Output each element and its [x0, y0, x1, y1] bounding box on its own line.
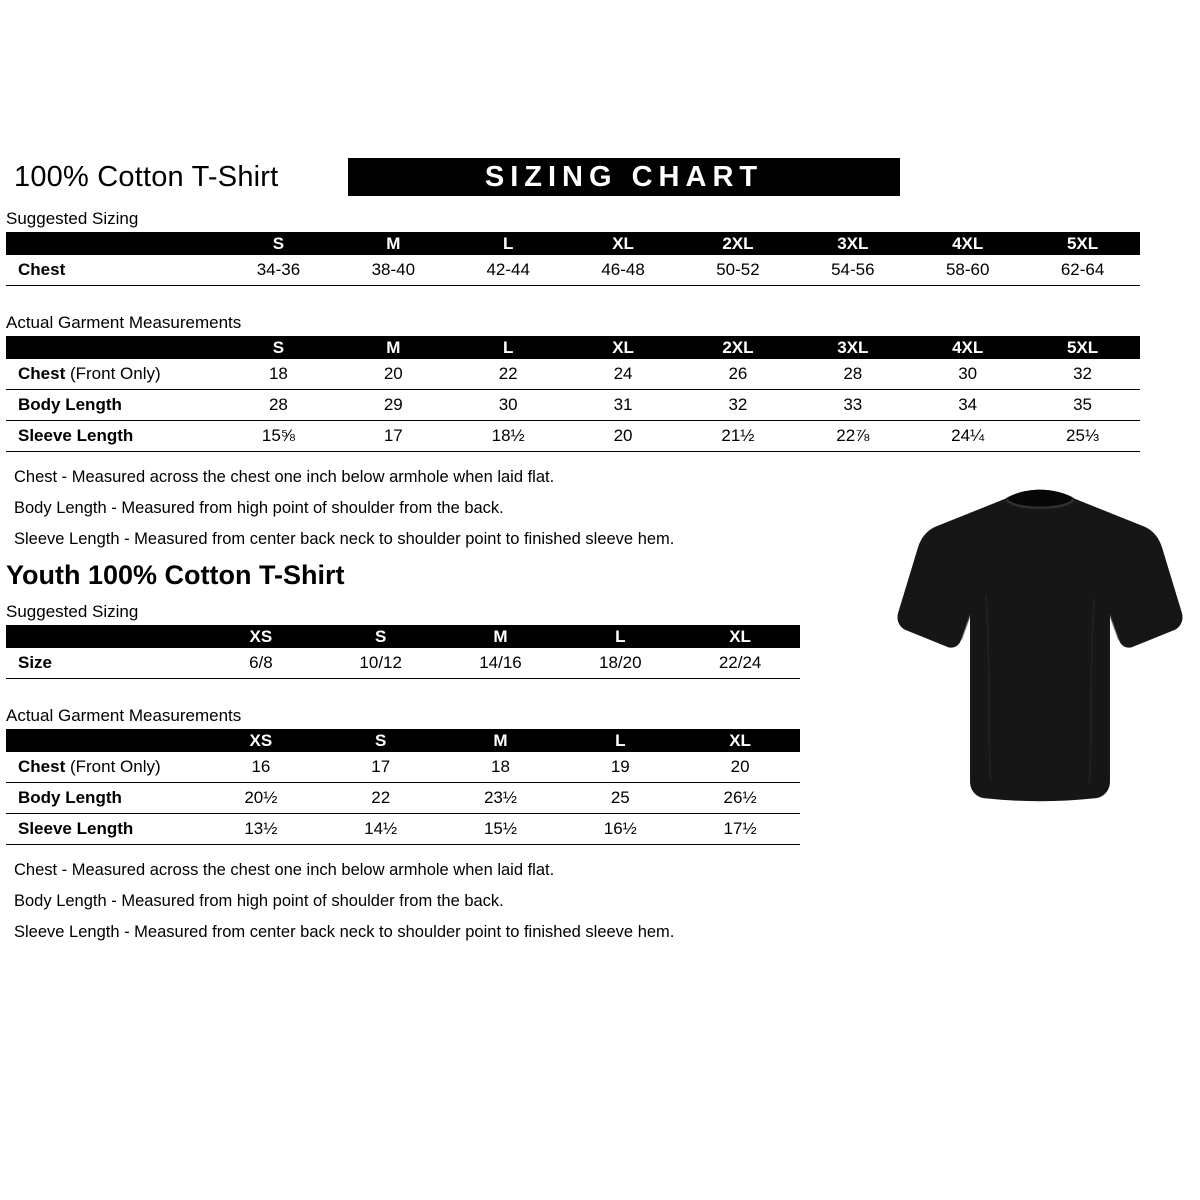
measurement-value: 21½	[721, 426, 755, 445]
measurement-value: 30	[498, 395, 518, 414]
measurement-value: 29	[383, 395, 403, 414]
size-column-header: S	[272, 233, 285, 253]
measurement-value: 24¼	[951, 426, 985, 445]
measurement-value: 20	[730, 757, 750, 776]
measurement-value: 25⅓	[1066, 426, 1100, 445]
youth-suggested-sizing-label: Suggested Sizing	[6, 602, 139, 621]
size-column-header: M	[386, 233, 401, 253]
measurement-value: 17	[383, 426, 403, 445]
measurement-value: 14/16	[479, 653, 522, 672]
adult-section-title: 100% Cotton T-Shirt	[14, 160, 279, 193]
row-label: Body Length	[18, 395, 122, 414]
size-column-header: 3XL	[837, 233, 869, 253]
adult-suggested-sizing-table	[6, 232, 1140, 286]
measurement-value: 38-40	[371, 260, 416, 279]
measurement-value: 19	[610, 757, 630, 776]
measurement-value: 54-56	[831, 260, 875, 279]
measurement-row	[6, 783, 800, 814]
measurement-value: 26½	[723, 788, 757, 807]
youth-measurement-notes	[14, 860, 1146, 942]
measurement-value: 18½	[491, 426, 525, 445]
tshirt-product-image	[892, 476, 1188, 816]
measurement-value: 26	[728, 364, 748, 383]
measurement-value: 35	[1073, 395, 1093, 414]
size-column-header: XL	[729, 626, 751, 646]
measurement-value: 17½	[723, 819, 757, 838]
measurement-value: 18/20	[599, 653, 642, 672]
sleeve-length-note: Sleeve Length - Measured from center back neck to shoulder point to finished sleeve hem.	[14, 530, 675, 548]
measurement-value: 28	[268, 395, 288, 414]
measurement-value: 34	[958, 395, 978, 414]
size-column-header: 2XL	[722, 233, 754, 253]
chest-note: Chest - Measured across the chest one inch below armhole when laid flat.	[14, 861, 555, 879]
measurement-value: 46-48	[601, 260, 645, 279]
size-header-row	[6, 625, 800, 648]
sleeve-length-note: Sleeve Length - Measured from center back neck to shoulder point to finished sleeve hem.	[14, 923, 675, 941]
row-label: Chest (Front Only)	[18, 364, 161, 383]
size-column-header: XS	[249, 730, 273, 750]
sizing-chart-banner: SIZING CHART	[348, 158, 900, 196]
measurement-value: 16½	[603, 819, 637, 838]
measurement-value: 13½	[244, 819, 278, 838]
measurement-value: 50-52	[716, 260, 760, 279]
row-label: Chest	[18, 260, 66, 279]
youth-actual-measurements-table	[6, 729, 800, 845]
tshirt-body-shape	[897, 490, 1182, 801]
size-header-row	[6, 336, 1140, 359]
measurement-value: 31	[613, 395, 633, 414]
row-label: Body Length	[18, 788, 122, 807]
youth-section-title: Youth 100% Cotton T-Shirt	[6, 560, 345, 590]
header-row	[6, 156, 1146, 198]
measurement-value: 32	[728, 395, 748, 414]
size-column-header: L	[615, 730, 626, 750]
body-length-note: Body Length - Measured from high point of shoulder from the back.	[14, 499, 504, 517]
size-header-row	[6, 729, 800, 752]
measurement-value: 62-64	[1060, 260, 1105, 279]
measurement-value: 16	[251, 757, 271, 776]
size-column-header: XL	[612, 337, 634, 357]
measurement-value: 22	[371, 788, 391, 807]
size-column-header: 2XL	[722, 337, 754, 357]
size-column-header: 3XL	[837, 337, 869, 357]
row-label: Sleeve Length	[18, 819, 134, 838]
measurement-row	[6, 814, 800, 845]
measurement-value: 22/24	[718, 653, 762, 672]
size-column-header: L	[502, 233, 514, 253]
measurement-value: 10/12	[359, 653, 402, 672]
measurement-value: 24	[613, 364, 633, 383]
size-column-header: 4XL	[952, 233, 984, 253]
measurement-value: 15⅝	[261, 426, 295, 445]
size-column-header: M	[493, 626, 508, 646]
size-column-header: M	[493, 730, 508, 750]
measurement-row	[6, 359, 1140, 390]
size-column-header: S	[272, 337, 285, 357]
measurement-row	[6, 421, 1140, 452]
adult-actual-measurements-label: Actual Garment Measurements	[6, 313, 242, 332]
measurement-value: 25	[610, 788, 630, 807]
measurement-row	[6, 390, 1140, 421]
measurement-value: 20½	[244, 788, 278, 807]
adult-suggested-sizing-label: Suggested Sizing	[6, 209, 139, 228]
size-column-header: L	[615, 626, 626, 646]
measurement-value: 20	[383, 364, 403, 383]
size-header-row	[6, 232, 1140, 255]
size-column-header: L	[502, 337, 514, 357]
measurement-value: 58-60	[945, 260, 990, 279]
measurement-row	[6, 648, 800, 679]
measurement-value: 34-36	[256, 260, 301, 279]
measurement-value: 32	[1073, 364, 1093, 383]
chest-note: Chest - Measured across the chest one inch below armhole when laid flat.	[14, 468, 555, 486]
row-label: Sleeve Length	[18, 426, 134, 445]
adult-actual-measurements-table	[6, 336, 1140, 452]
measurement-value: 22⅞	[836, 426, 870, 445]
size-column-header: 5XL	[1066, 233, 1099, 253]
measurement-value: 33	[843, 395, 863, 414]
size-column-header: 5XL	[1066, 337, 1099, 357]
youth-actual-measurements-label: Actual Garment Measurements	[6, 706, 242, 725]
tshirt-graphic	[892, 476, 1188, 816]
size-column-header: M	[386, 337, 401, 357]
measurement-value: 20	[613, 426, 633, 445]
measurement-value: 17	[371, 757, 391, 776]
size-column-header: S	[375, 730, 387, 750]
measurement-value: 42-44	[486, 260, 530, 279]
row-label: Chest (Front Only)	[18, 757, 161, 776]
measurement-value: 28	[843, 364, 863, 383]
youth-suggested-sizing-table	[6, 625, 800, 679]
measurement-row	[6, 752, 800, 783]
size-column-header: XL	[729, 730, 751, 750]
size-column-header: S	[375, 626, 387, 646]
measurement-value: 6/8	[249, 653, 273, 672]
measurement-value: 18	[268, 364, 288, 383]
size-column-header: 4XL	[952, 337, 984, 357]
measurement-value: 23½	[483, 788, 518, 807]
measurement-row	[6, 255, 1140, 286]
measurement-value: 15½	[483, 819, 518, 838]
measurement-value: 22	[498, 364, 518, 383]
body-length-note: Body Length - Measured from high point of shoulder from the back.	[14, 892, 504, 910]
size-column-header: XL	[612, 233, 634, 253]
size-column-header: XS	[249, 626, 273, 646]
measurement-value: 18	[491, 757, 510, 776]
measurement-value: 30	[958, 364, 978, 383]
measurement-value: 14½	[364, 819, 398, 838]
row-label: Size	[18, 653, 53, 672]
